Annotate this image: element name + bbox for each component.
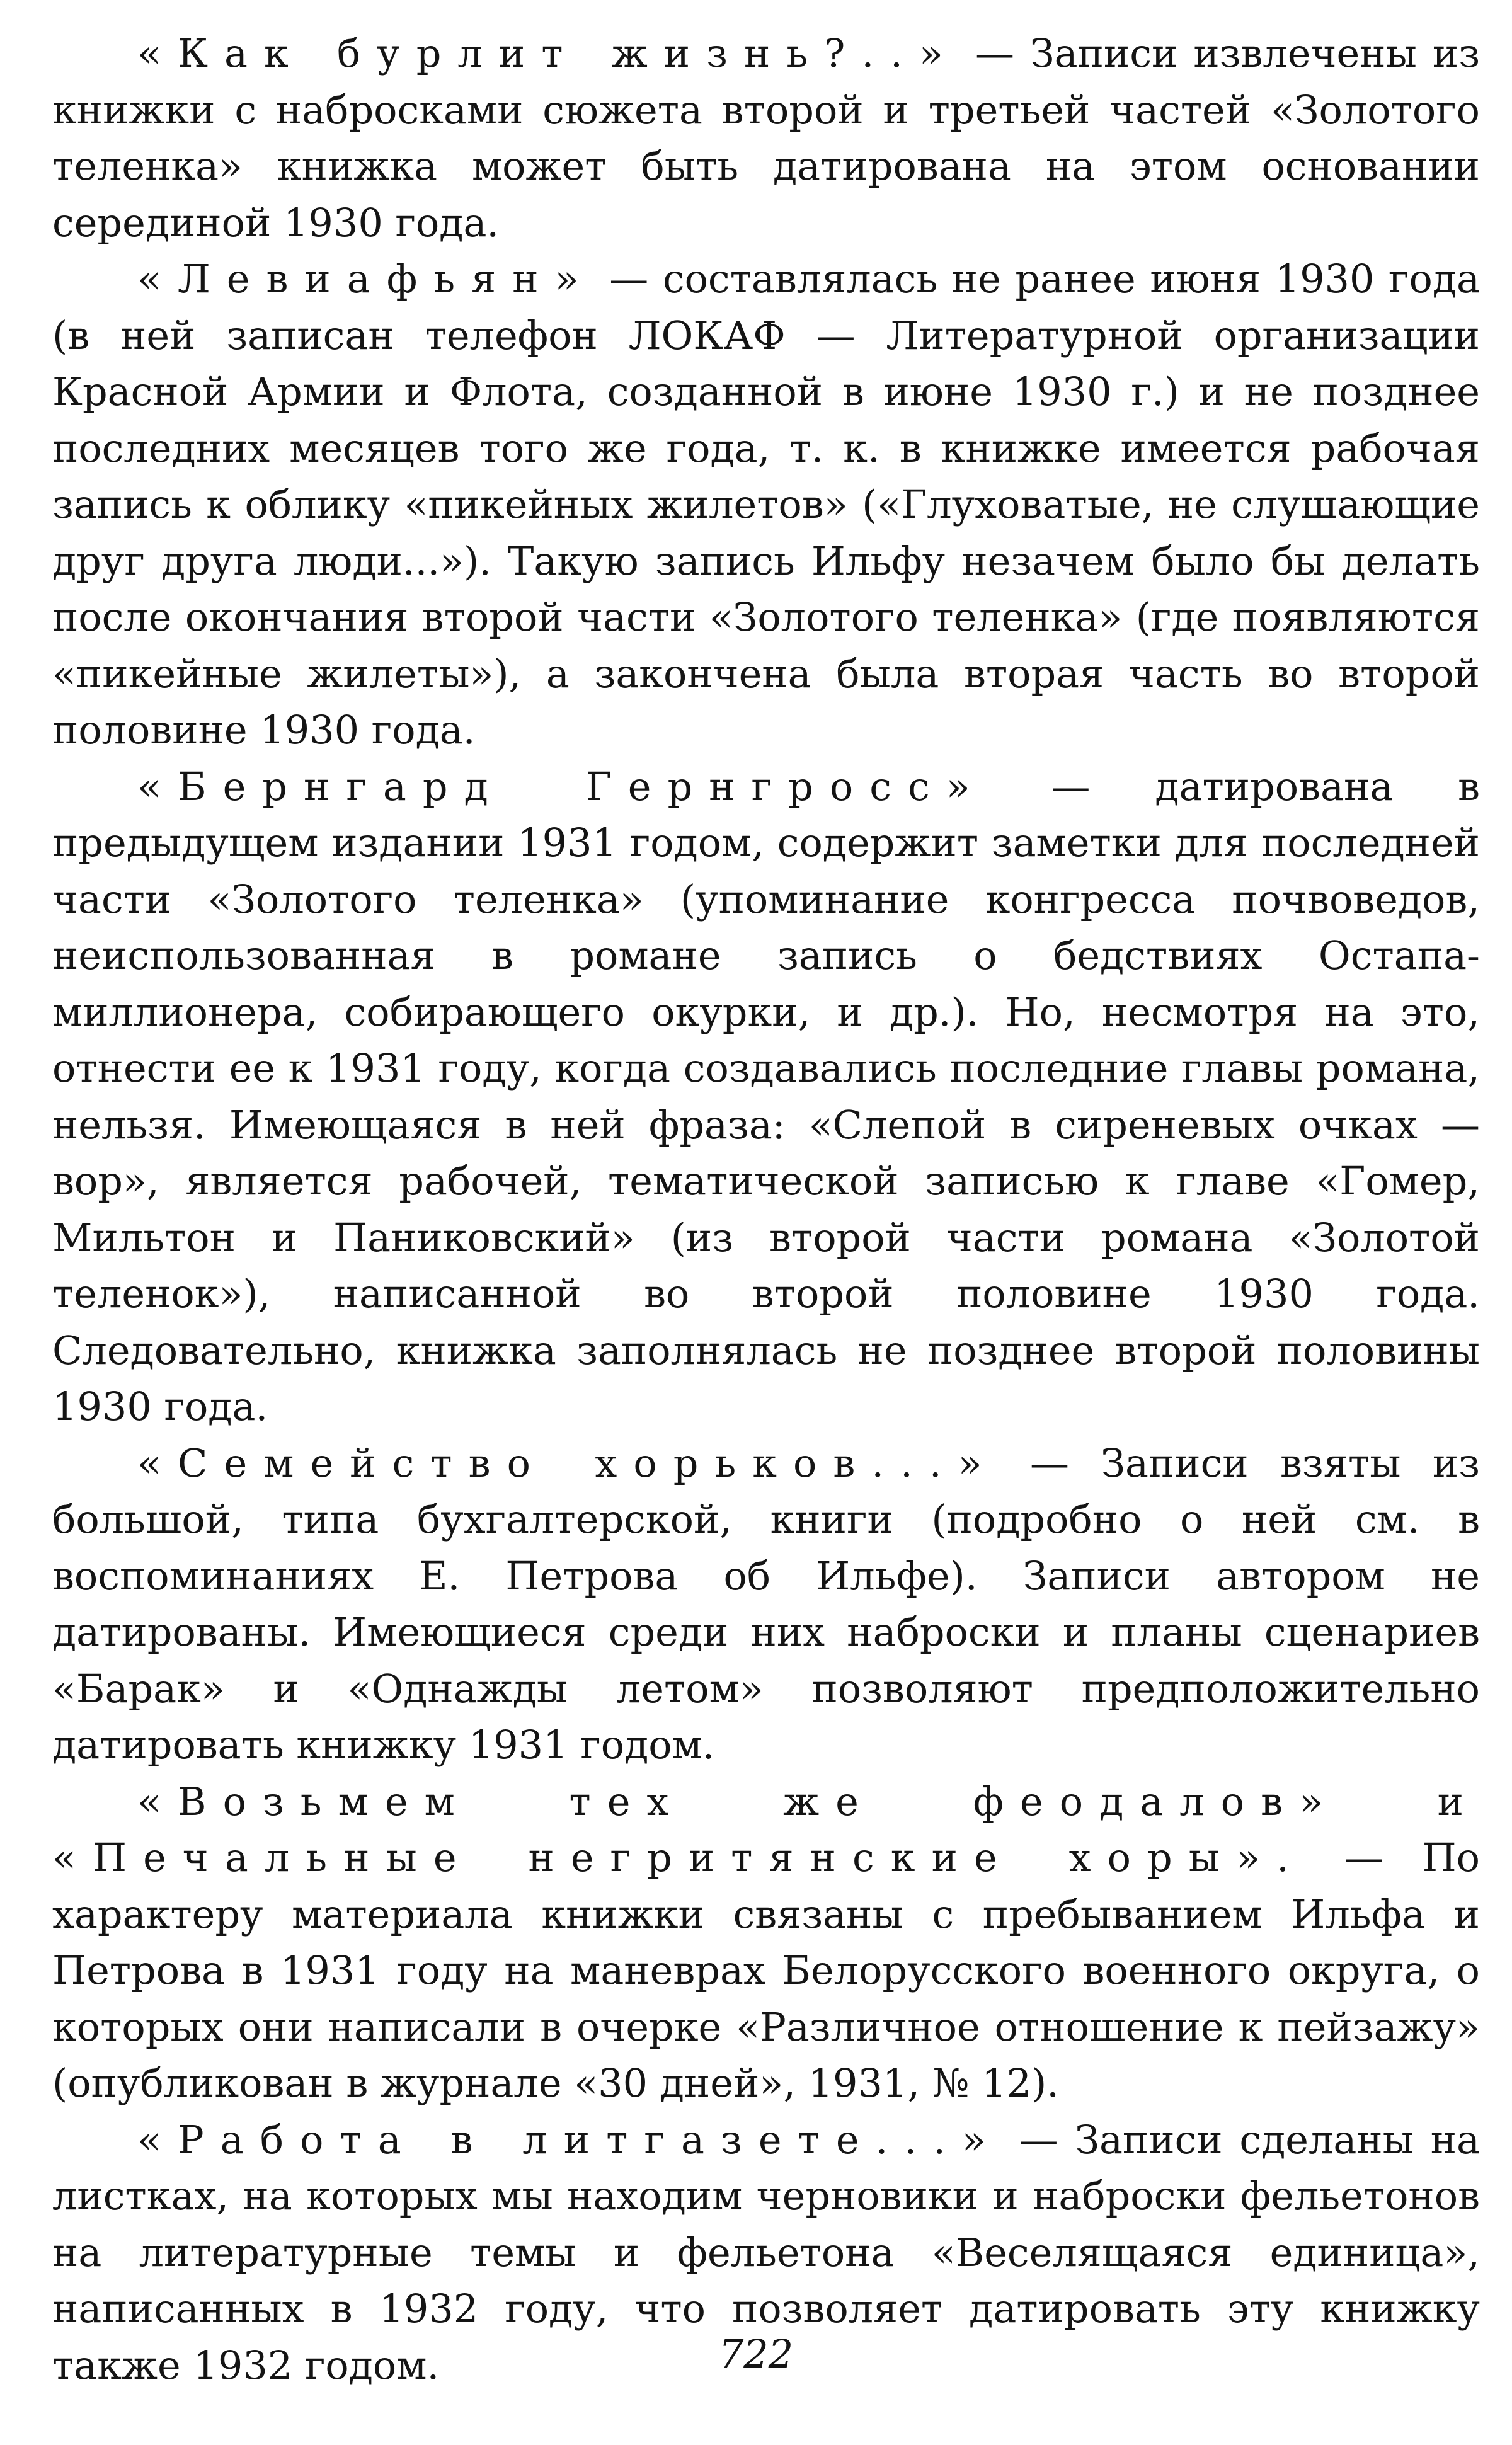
notebook-title: «Возьмем тех же феодалов» и «Печальные негритянские хоры».	[52, 1778, 1480, 1881]
commentary-text	[52, 25, 1480, 2393]
paragraph-kak-burlit-zhizn	[52, 25, 1480, 251]
paragraph-body: — составлялась не ранее июня 1930 года (в ней записан телефон ЛОКАФ — Литературной организации Красной Армии и Флота, созданной в июне 1930 г.) и не позднее последних месяцев того же года, т. к. в книжке имеется рабочая запись к облику «пикейных жилетов» («Глуховатые, не слушающие друг друга люди...»). Такую запись Ильфу незачем было бы делать после окончания второй части «Золотого теленка» (где появляются «пикейные жилеты»), а закончена была вторая часть во второй половине 1930 года.	[52, 256, 1480, 753]
paragraph-body: — Записи сделаны на листках, на которых мы находим черновики и наброски фельетонов на литературные темы и фельетона «Веселящаяся единица», написанных в 1932 году, что позволяет датировать эту книжку также 1932 годом.	[52, 2116, 1480, 2388]
notebook-title: «Бернгард Гернгросс»	[137, 763, 987, 810]
paragraph-semeystvo-khorkov	[52, 1435, 1480, 1773]
notebook-title: «Левиафьян»	[137, 256, 595, 302]
notebook-title: «Семейство хорьков...»	[137, 1440, 999, 1486]
paragraph-leviafyan	[52, 251, 1480, 759]
page-number: 722	[718, 2331, 794, 2377]
paragraph-body: — По характеру материала книжки связаны с пребыванием Ильфа и Петрова в 1931 году на маневрах Белорусского военного округа, о которых они написали в очерке «Различное отношение к пейзажу» (опубликован в журнале «30 дней», 1931, № 12).	[52, 1835, 1480, 2106]
paragraph-body: — датирована в предыдущем издании 1931 годом, содержит заметки для последней части «Золотого теленка» (упоминание конгресса почвоведов, неиспользованная в романе запись о бедствиях Остапа-миллионера, собирающего окурки, и др.). Но, несмотря на это, отнести ее к 1931 году, когда создавались последние главы романа, нельзя. Имеющаяся в ней фраза: «Слепой в сиреневых очках — вор», является рабочей, тематической записью к главе «Гомер, Мильтон и Паниковский» (из второй части романа «Золотой теленок»), написанной во второй половине 1930 года. Следовательно, книжка заполнялась не позднее второй половины 1930 года.	[52, 763, 1480, 1429]
notebook-title: «Как бурлит жизнь?..»	[137, 30, 959, 76]
paragraph-berngard-gerngross	[52, 759, 1480, 1435]
paragraph-body: — Записи взяты из большой, типа бухгалтерской, книги (подробно о ней см. в воспоминаниях Е. Петрова об Ильфе). Записи автором не датированы. Имеющиеся среди них наброски и планы сценариев «Барак» и «Однажды летом» позволяют предположительно датировать книжку 1931 годом.	[52, 1440, 1480, 1768]
notebook-title: «Работа в литгазете...»	[137, 2116, 1002, 2163]
paragraph-vozmem-feodalov	[52, 1773, 1480, 2112]
paragraph-body: — Записи извлечены из книжки с набросками сюжета второй и третьей частей «Золотого теленка» книжка может быть датирована на этом основании серединой 1930 года.	[52, 30, 1480, 246]
